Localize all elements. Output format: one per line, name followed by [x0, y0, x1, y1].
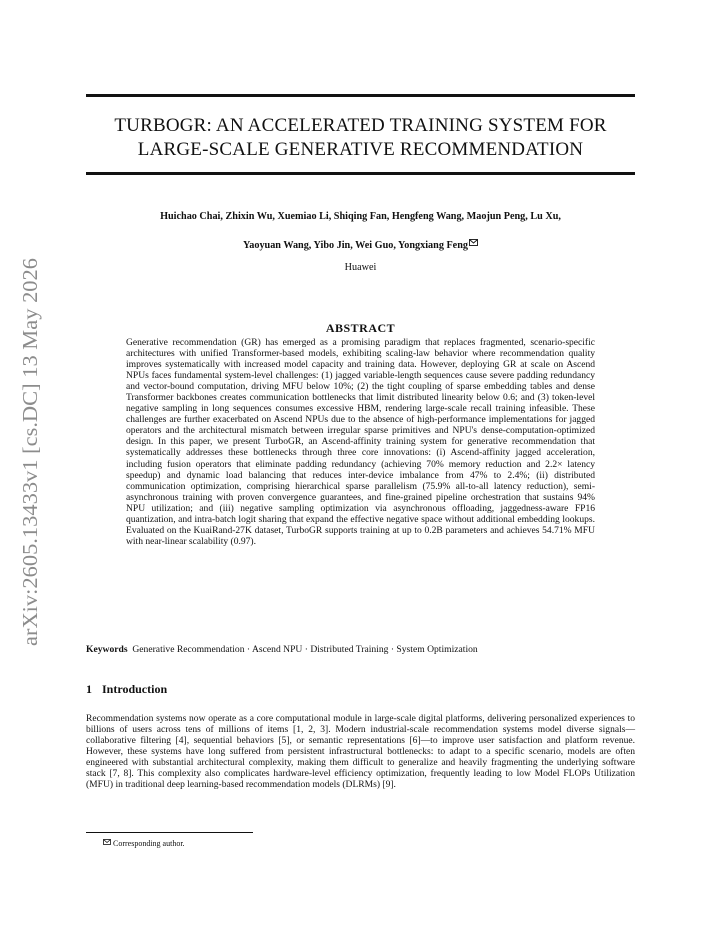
- introduction-paragraph: Recommendation systems now operate as a core computational module in large-scale digital platforms, delivering personalized experiences to billions of users across tens of millions of items [1, 2, 3]. Modern industrial-scale recommendation systems model diverse signals—collaborative filtering [4], sequential behaviors [5], or semantic representations [6]—to improve user satisfaction and platform revenue. However, these systems have long suffered from persistent infrastructural bottlenecks: to adapt to a specific scenario, models are often engineered with substantial architectural complexity, making them difficult to generalize and heavily fragmenting the underlying software stack [7, 8]. This complexity also complicates hardware-level efficiency optimization, frequently leading to low Model FLOPs Utilization (MFU) in traditional deep learning-based recommendation models (DLRMs) [9].: [86, 713, 635, 791]
- title-line-2: LARGE-SCALE GENERATIVE RECOMMENDATION: [137, 139, 584, 160]
- author-list: [86, 211, 635, 252]
- authors-line-2: Yaoyuan Wang, Yibo Jin, Wei Guo, Yongxiang Feng: [243, 240, 468, 251]
- arxiv-identifier: [4, 256, 48, 648]
- arxiv-identifier-text: arXiv:2605.13433v1 [cs.DC] 13 May 2026: [18, 283, 42, 646]
- title-line-1: TURBOGR: AN ACCELERATED TRAINING SYSTEM FOR: [114, 115, 607, 136]
- title-bottom-rule: [86, 172, 635, 175]
- affiliation: Huawei: [344, 262, 377, 273]
- section-heading: [86, 682, 167, 697]
- keywords-text: Generative Recommendation · Ascend NPU · Distributed Training · System Optimization: [132, 644, 478, 655]
- footnote-text: Corresponding author.: [113, 839, 185, 848]
- keywords-line: [86, 644, 635, 655]
- authors-line-1: Huichao Chai, Zhixin Wu, Xuemiao Li, Shiqing Fan, Hengfeng Wang, Maojun Peng, Lu Xu,: [160, 211, 561, 222]
- paper-title: [86, 114, 635, 162]
- footnote-rule: [86, 832, 253, 833]
- abstract-heading: ABSTRACT: [325, 321, 396, 335]
- keywords-label: Keywords: [86, 644, 128, 655]
- title-top-rule: [86, 94, 635, 97]
- abstract-text: Generative recommendation (GR) has emerged as a promising paradigm that replaces fragmented, scenario-specific architectures with unified Transformer-based models, exhibiting scaling-law behavior where recommendation quality improves systematically with increased model capacity and training data. However, deploying GR at scale on Ascend NPUs faces fundamental system-level challenges: (1) jagged variable-length sequences cause severe padding redundancy and vector-bound computation, driving MFU below 10%; (2) the tight coupling of sparse embedding tables and dense Transformer backbones creates communication bottlenecks that limit distributed linearity below 0.6; and (3) token-level negative sampling in long sequences consumes excessive HBM, rendering large-scale recall training infeasible. These challenges are further exacerbated on Ascend NPUs due to the absence of high-performance implementations for jagged operators and the architectural mismatch between irregular sparse primitives and NPU's dense-computation-optimized design. In this paper, we present TurboGR, an Ascend-affinity training system for generative recommendation that systematically addresses these bottlenecks through three core innovations: (i) Ascend-affinity jagged acceleration, including fusion operators that eliminate padding redundancy (achieving 70% memory reduction and 2.2× latency speedup) and dynamic load balancing that reduces inter-device imbalance from 47% to 2.4%; (ii) distributed communication optimization, comprising hierarchical sparse parallelism (75.9% all-to-all latency reduction), semi-asynchronous training with proven convergence guarantees, and fine-grained pipeline orchestration that sustains 94% NPU utilization; and (iii) negative sampling optimization via asynchronous offloading, jaggedness-aware FP16 quantization, and intra-batch logit sharing that expand the effective negative space without additional embedding lookups. Evaluated on the KuaiRand-27K dataset, TurboGR supports training at up to 0.2B parameters and achieves 54.71% MFU with near-linear scalability (0.97).: [126, 337, 595, 547]
- authors-line-2-wrap: [86, 238, 635, 252]
- envelope-icon: [469, 238, 478, 250]
- section-number: 1: [86, 682, 92, 696]
- envelope-icon: [103, 838, 111, 847]
- section-title: Introduction: [102, 682, 168, 696]
- footnote: [103, 838, 185, 848]
